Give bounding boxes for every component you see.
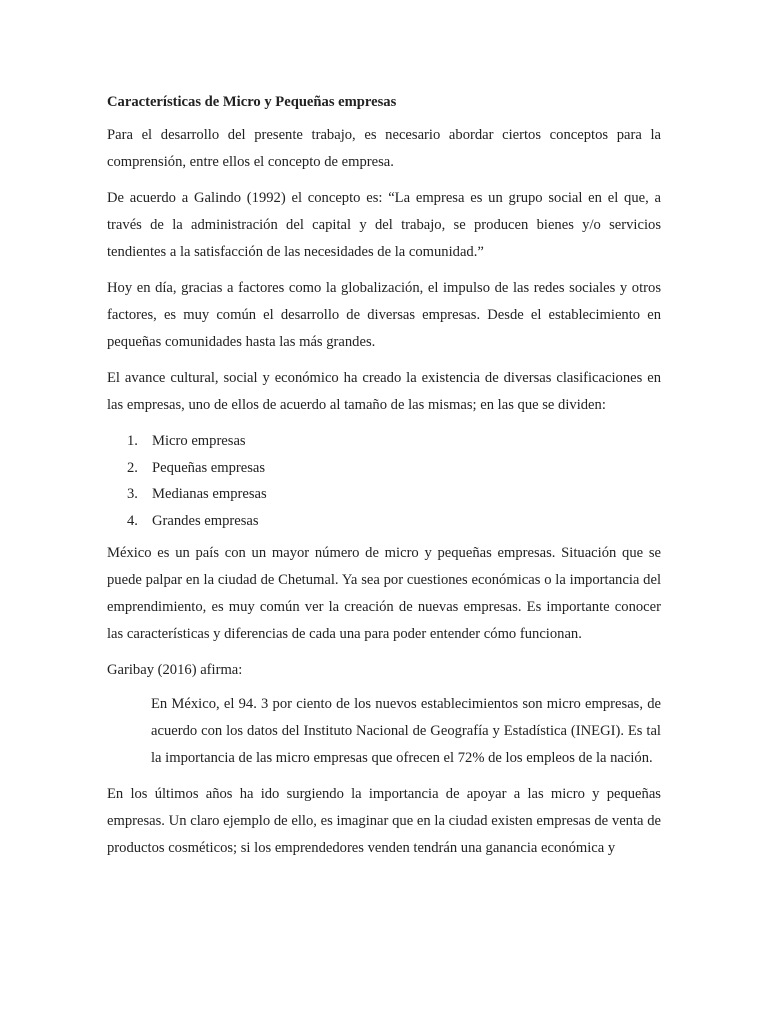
paragraph-mexico: México es un país con un mayor número de micro y pequeñas empresas. Situación que se puede palpar en la ciudad de Chetumal. Ya sea por cuestiones económicas o la importancia del emprendimiento, es muy común ver la creación de nuevas empresas. Es importante conocer las características y diferencias de cada una para poder entender cómo funcionan. [107,545,661,642]
document-page [107,92,661,871]
paragraph-intro: Para el desarrollo del presente trabajo, es necesario abordar ciertos conceptos para la comprensión, entre ellos el concepto de empresa. [107,127,661,170]
list-item [107,428,661,455]
list-item-label: Pequeñas empresas [152,459,266,476]
paragraph-globalizacion: Hoy en día, gracias a factores como la globalización, el impulso de las redes sociales y otros factores, es muy común el desarrollo de diversas empresas. Desde el establecimiento en pequeñas comunidades hasta las más grandes. [107,280,661,350]
list-item [107,508,661,535]
list-item-label: Micro empresas [152,433,246,449]
paragraph-last: En los últimos años ha ido surgiendo la importancia de apoyar a las micro y pequeñas empresas. Un claro ejemplo de ello, es imaginar que en la ciudad existen empresas de venta de productos cosméticos; si los emprendedores venden tendrán una ganancia económica y [107,786,661,856]
list-item [107,481,661,508]
company-size-list [107,428,661,534]
list-item-number: 3. [127,486,138,502]
paragraph-galindo: De acuerdo a Galindo (1992) el concepto es: “La empresa es un grupo social en el que, a través de la administración del capital y del trabajo, se producen bienes y/o servicios tendientes a la satisfacción de las necesidades de la comunidad.” [107,190,661,260]
list-item-label: Grandes empresas [152,512,259,529]
block-quote: En México, el 94. 3 por ciento de los nuevos establecimientos son micro empresas, de acuerdo con los datos del Instituto Nacional de Geografía y Estadística (INEGI). Es tal la importancia de las micro empresas que ofrecen el 72% de los empleos de la nación. [151,696,661,766]
paragraph-clasificaciones: El avance cultural, social y económico ha creado la existencia de diversas clasificaciones en las empresas, uno de ellos de acuerdo al tamaño de las mismas; en las que se dividen: [107,370,661,413]
list-item [107,455,661,482]
quote-introduction: Garibay (2016) afirma: [107,662,243,678]
list-item-number: 2. [127,459,138,476]
list-item-label: Medianas empresas [152,486,267,502]
list-item-number: 4. [127,512,138,529]
document-title: Características de Micro y Pequeñas empresas [107,94,397,110]
list-item-number: 1. [127,433,138,449]
